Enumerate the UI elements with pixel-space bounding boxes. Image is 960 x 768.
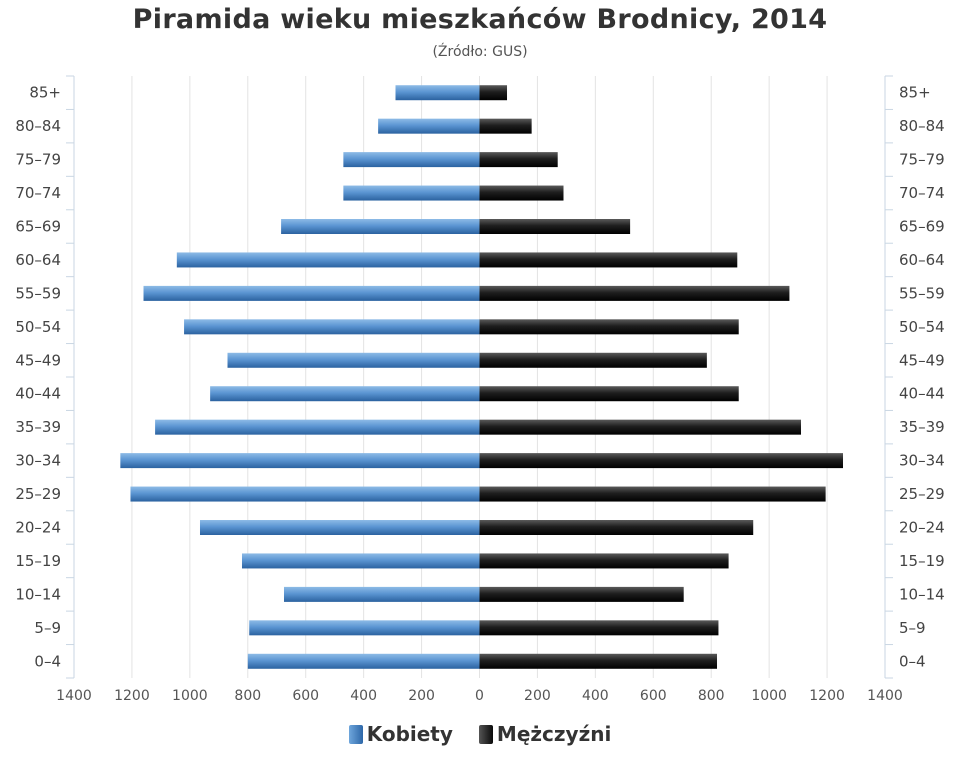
chart-subtitle: (Źródło: GUS)	[432, 44, 528, 60]
x-tick-label: 1400	[56, 688, 92, 704]
x-tick-label: 1000	[751, 688, 787, 704]
x-tick-label: 0	[475, 688, 484, 704]
x-tick-label: 1400	[867, 688, 903, 704]
bar-male	[480, 186, 564, 201]
y-tick-label-left: 5–9	[34, 618, 61, 637]
y-tick-label-right: 70–74	[899, 184, 945, 203]
bar-male	[480, 587, 684, 602]
x-tick-label: 600	[639, 688, 667, 704]
y-tick-label-left: 60–64	[15, 250, 61, 269]
bar-male	[480, 654, 718, 669]
y-tick-label-left: 10–14	[15, 585, 61, 604]
y-tick-label-right: 85+	[899, 83, 931, 102]
x-tick-label: 800	[697, 688, 725, 704]
bar-male	[480, 85, 508, 100]
y-tick-label-left: 30–34	[15, 451, 61, 470]
bar-female	[248, 654, 480, 669]
y-tick-label-left: 65–69	[15, 217, 61, 236]
x-tick-label: 200	[524, 688, 551, 704]
bar-male	[480, 353, 707, 368]
y-tick-label-left: 20–24	[15, 518, 61, 537]
bar-female	[184, 319, 479, 334]
bar-male	[480, 487, 826, 502]
y-tick-label-right: 35–39	[899, 418, 945, 437]
bar-female	[130, 487, 479, 502]
bar-female	[343, 152, 479, 167]
y-tick-label-left: 85+	[29, 83, 61, 102]
y-tick-label-right: 55–59	[899, 284, 945, 303]
y-tick-label-right: 80–84	[899, 117, 945, 136]
y-tick-label-right: 40–44	[899, 384, 945, 403]
y-tick-label-right: 30–34	[899, 451, 945, 470]
bar-female	[249, 620, 479, 635]
legend-label-male: Mężczyźni	[496, 722, 612, 746]
bar-female	[155, 420, 479, 435]
bar-female	[228, 353, 480, 368]
legend-swatch-female	[349, 725, 363, 744]
chart-title: Piramida wieku mieszkańców Brodnicy, 2014	[132, 4, 828, 35]
legend-item-female[interactable]	[349, 722, 453, 746]
y-tick-label-right: 50–54	[899, 317, 945, 336]
y-tick-label-left: 75–79	[15, 150, 61, 169]
bar-male	[480, 319, 739, 334]
bar-male	[480, 386, 739, 401]
bars	[120, 85, 843, 669]
y-tick-label-left: 15–19	[15, 551, 61, 570]
bar-female	[200, 520, 480, 535]
bar-female	[343, 186, 479, 201]
legend-label-female: Kobiety	[366, 722, 453, 746]
bar-male	[480, 420, 802, 435]
bar-male	[480, 152, 558, 167]
bar-female	[284, 587, 480, 602]
x-tick-label: 800	[234, 688, 262, 704]
y-tick-label-right: 20–24	[899, 518, 945, 537]
x-tick-label: 200	[408, 688, 435, 704]
bar-female	[177, 252, 480, 267]
x-tick-label: 400	[581, 688, 609, 704]
y-tick-label-right: 75–79	[899, 150, 945, 169]
x-tick-label: 1200	[809, 688, 845, 704]
y-tick-label-left: 25–29	[15, 485, 61, 504]
x-tick-label: 600	[292, 688, 320, 704]
y-tick-label-right: 65–69	[899, 217, 945, 236]
legend	[0, 722, 960, 746]
bar-male	[480, 219, 631, 234]
y-tick-label-right: 15–19	[899, 551, 945, 570]
y-tick-label-left: 40–44	[15, 384, 61, 403]
y-tick-label-left: 50–54	[15, 317, 61, 336]
bar-male	[480, 453, 844, 468]
bar-male	[480, 119, 532, 134]
bar-female	[120, 453, 479, 468]
bar-male	[480, 620, 719, 635]
bar-female	[396, 85, 480, 100]
y-tick-label-left: 55–59	[15, 284, 61, 303]
legend-item-male[interactable]	[479, 722, 611, 746]
y-tick-label-right: 10–14	[899, 585, 945, 604]
y-tick-label-left: 35–39	[15, 418, 61, 437]
bar-male	[480, 553, 729, 568]
y-tick-label-right: 45–49	[899, 351, 945, 370]
bar-male	[480, 286, 790, 301]
y-tick-label-left: 0–4	[34, 652, 61, 671]
x-tick-label: 1200	[114, 688, 150, 704]
bar-female	[378, 119, 479, 134]
bar-female	[210, 386, 479, 401]
bar-female	[281, 219, 479, 234]
y-tick-label-right: 0–4	[899, 652, 926, 671]
y-tick-label-left: 45–49	[15, 351, 61, 370]
bar-male	[480, 252, 738, 267]
y-tick-label-left: 80–84	[15, 117, 61, 136]
y-tick-label-left: 70–74	[15, 184, 61, 203]
bar-female	[144, 286, 480, 301]
bar-female	[242, 553, 480, 568]
y-tick-label-right: 5–9	[899, 618, 926, 637]
y-tick-label-right: 25–29	[899, 485, 945, 504]
x-tick-label: 400	[350, 688, 378, 704]
legend-swatch-male	[479, 725, 493, 744]
y-tick-label-right: 60–64	[899, 250, 945, 269]
x-tick-label: 1000	[172, 688, 208, 704]
bar-male	[480, 520, 754, 535]
